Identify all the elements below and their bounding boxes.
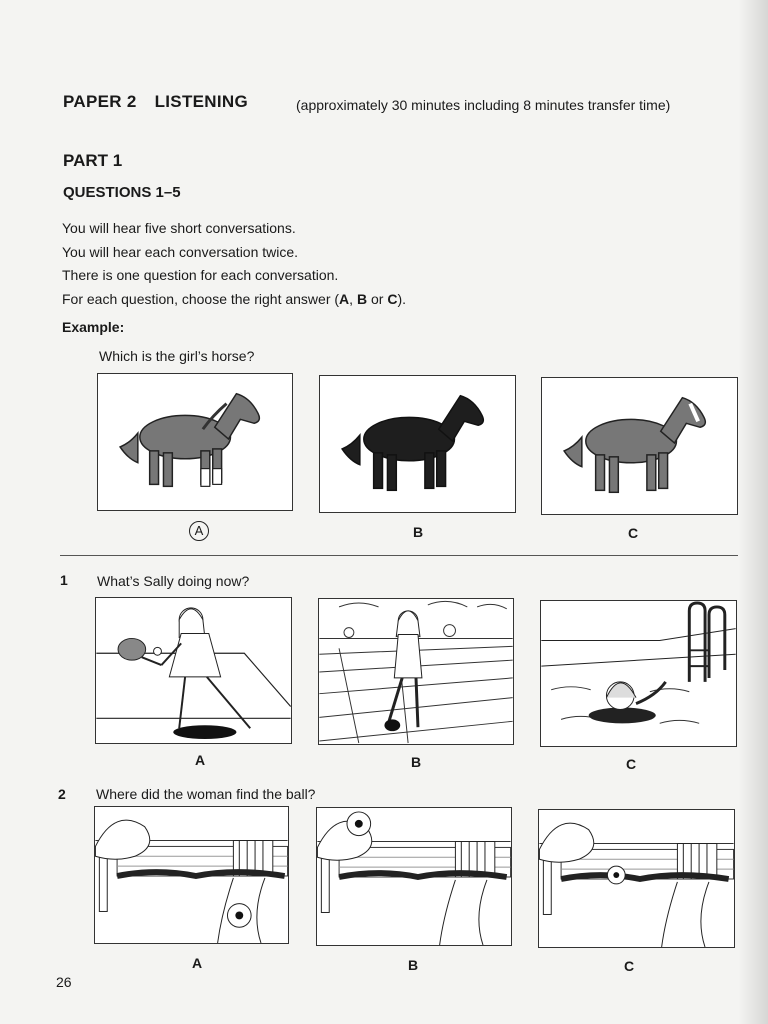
example-answer-a-circled[interactable]: A — [189, 521, 209, 541]
part-heading: PART 1 — [63, 151, 123, 170]
instruction-line: You will hear five short conversations. — [62, 220, 296, 236]
instruction-line: For each question, choose the right answer (A, B or C). — [62, 290, 406, 307]
example-option-a-image[interactable] — [97, 373, 293, 511]
garden-ball-in-tree-icon — [317, 808, 511, 945]
girl-walking-in-field-icon — [319, 599, 513, 744]
q2-answer-a[interactable]: A — [191, 955, 203, 971]
girl-swimming-in-pool-icon — [541, 601, 736, 746]
section-divider — [60, 555, 738, 556]
q1-answer-b[interactable]: B — [410, 754, 422, 770]
grey-horse-white-blaze-icon — [542, 378, 737, 514]
q2-answer-b[interactable]: B — [407, 957, 419, 973]
grey-horse-white-legs-icon — [98, 374, 292, 510]
example-answer-b[interactable]: B — [412, 524, 424, 540]
q1-option-a-image[interactable] — [95, 597, 292, 744]
page-number: 26 — [56, 974, 72, 990]
q1-answer-a[interactable]: A — [194, 752, 206, 768]
instruction-line: You will hear each conversation twice. — [62, 243, 299, 260]
garden-ball-in-bushes-icon — [539, 810, 734, 947]
questions-heading: QUESTIONS 1–5 — [63, 184, 181, 201]
paper-label: PAPER 2 — [63, 92, 137, 111]
q1-option-c-image[interactable] — [540, 600, 737, 747]
section-label: LISTENING — [154, 92, 248, 111]
q1-answer-c[interactable]: C — [625, 756, 637, 772]
example-option-c-image[interactable] — [541, 377, 738, 515]
page-edge-shadow — [738, 0, 768, 1024]
question-2-number: 2 — [58, 786, 66, 802]
q2-answer-c[interactable]: C — [623, 958, 635, 974]
q2-option-b-image[interactable] — [316, 807, 512, 946]
paper-title — [63, 92, 248, 112]
example-option-b-image[interactable] — [319, 375, 516, 513]
example-label: Example: — [62, 319, 125, 335]
q1-option-b-image[interactable] — [318, 598, 514, 745]
q2-option-c-image[interactable] — [538, 809, 735, 948]
example-answer-c[interactable]: C — [627, 525, 639, 541]
question-1-number: 1 — [60, 572, 68, 588]
instruction-line: There is one question for each conversation. — [62, 267, 339, 283]
question-2-text: Where did the woman find the ball? — [96, 786, 316, 802]
instructions — [62, 217, 406, 311]
q2-option-a-image[interactable] — [94, 806, 289, 944]
paper-subtitle: (approximately 30 minutes including 8 minutes transfer time) — [296, 97, 671, 113]
black-horse-icon — [320, 376, 515, 512]
example-question: Which is the girl’s horse? — [99, 348, 255, 364]
girl-playing-tennis-icon — [96, 598, 291, 743]
question-1-text: What’s Sally doing now? — [97, 573, 250, 589]
garden-ball-on-grass-icon — [95, 807, 288, 943]
